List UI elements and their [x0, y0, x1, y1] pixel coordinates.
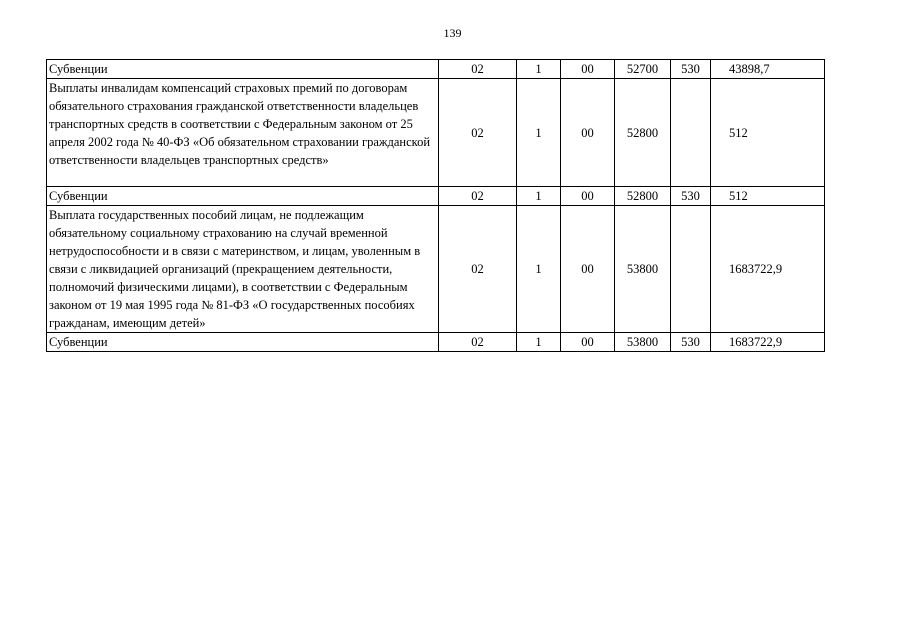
- row-name: Выплаты инвалидам компенсаций страховых премий по договорам обязательного страхования гражданской ответственности владельцев транспортных средств в соответствии с Федеральным законом от 25 апреля 2002 года № 40-ФЗ «Об обязательном страховании гражданской ответственности владельцев транспортных средств»: [47, 79, 439, 187]
- table-row: [47, 60, 825, 79]
- section-code: 02: [439, 60, 517, 79]
- section-code: 02: [439, 79, 517, 187]
- row-name: Субвенции: [47, 60, 439, 79]
- table-row: [47, 187, 825, 206]
- subprogram-code: 00: [561, 187, 615, 206]
- row-name: Выплата государственных пособий лицам, не подлежащим обязательному социальному страхованию на случай временной нетрудоспособности и в связи с материнством, и лицам, уволенным в связи с ликвидацией организаций (прекращением деятельности, полномочий физическими лицами), в соответствии с Федеральным законом от 19 мая 1995 года № 81-ФЗ «О государственных пособиях гражданам, имеющим детей»: [47, 206, 439, 333]
- program-code: 1: [517, 187, 561, 206]
- section-code: 02: [439, 206, 517, 333]
- program-code: 1: [517, 333, 561, 352]
- subprogram-code: 00: [561, 206, 615, 333]
- table-row: [47, 79, 825, 187]
- subprogram-code: 00: [561, 79, 615, 187]
- page-number: 139: [443, 26, 462, 40]
- expense-type-code: [671, 206, 711, 333]
- target-code: 52800: [615, 79, 671, 187]
- expense-type-code: [671, 79, 711, 187]
- expense-type-code: 530: [671, 187, 711, 206]
- target-code: 52800: [615, 187, 671, 206]
- target-code: 53800: [615, 206, 671, 333]
- section-code: 02: [439, 187, 517, 206]
- subprogram-code: 00: [561, 333, 615, 352]
- table-row: [47, 333, 825, 352]
- amount: 512: [711, 187, 825, 206]
- target-code: 53800: [615, 333, 671, 352]
- program-code: 1: [517, 60, 561, 79]
- amount: 1683722,9: [711, 333, 825, 352]
- program-code: 1: [517, 206, 561, 333]
- amount: 43898,7: [711, 60, 825, 79]
- row-name: Субвенции: [47, 333, 439, 352]
- row-name: Субвенции: [47, 187, 439, 206]
- target-code: 52700: [615, 60, 671, 79]
- amount: 1683722,9: [711, 206, 825, 333]
- table-row: [47, 206, 825, 333]
- amount: 512: [711, 79, 825, 187]
- budget-table: [46, 59, 825, 352]
- expense-type-code: 530: [671, 60, 711, 79]
- expense-type-code: 530: [671, 333, 711, 352]
- subprogram-code: 00: [561, 60, 615, 79]
- program-code: 1: [517, 79, 561, 187]
- section-code: 02: [439, 333, 517, 352]
